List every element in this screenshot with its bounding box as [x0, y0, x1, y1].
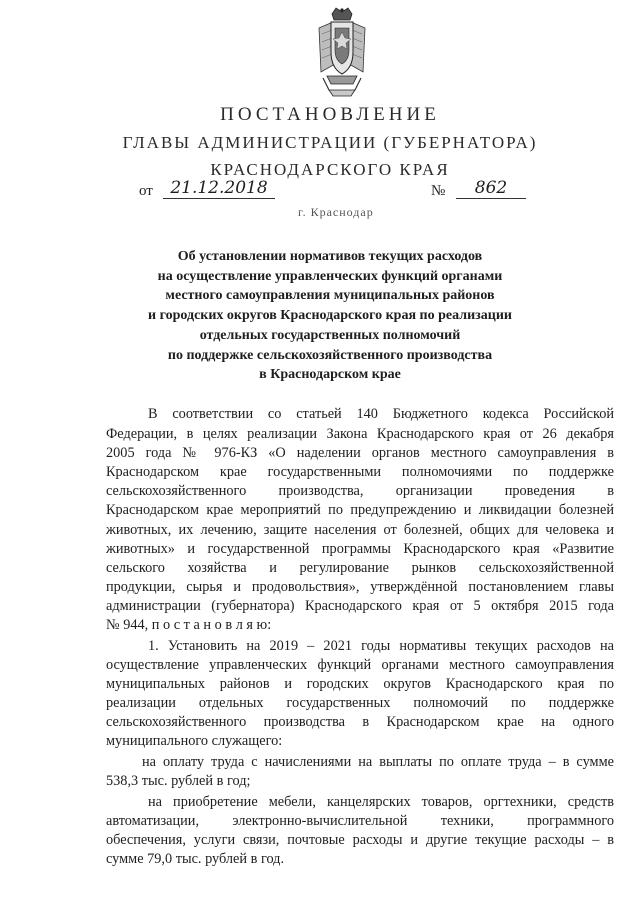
body-line: Краснодарском крае государственными полномочиями по поддержке: [106, 464, 614, 480]
title-line: отдельных государственных полномочий: [199, 327, 461, 343]
body-line: животных, их лечению, защите населения от болезней, общих для человека и: [106, 522, 614, 538]
document-date: 21.12.2018: [163, 178, 275, 199]
title-line: Об установлении нормативов текущих расходов: [177, 249, 483, 264]
body-line: муниципального служащего:: [106, 733, 283, 749]
body-line: реализации отдельных государственных полномочий по поддержке: [106, 695, 614, 711]
body-line: продукции, сырья и продовольствия», утверждённой постановлением главы: [106, 579, 614, 595]
body-line: автоматизации, электронно-вычислительной техники, программного: [106, 813, 614, 829]
body-line: на приобретение мебели, канцелярских товаров, оргтехники, средств: [148, 794, 614, 810]
number-label: №: [431, 183, 446, 199]
body-line: обеспечения, услуги связи, почтовые расходы и другие текущие расходы – в: [106, 832, 614, 848]
city-label: г. Краснодар: [298, 205, 374, 219]
body-line: сельскохозяйственного производства в Краснодарском крае на одного: [106, 714, 614, 730]
body-line: сельского хозяйства и регулирование рынков сельскохозяйственной: [106, 560, 614, 576]
title-line: по поддержке сельскохозяйственного производства: [167, 347, 493, 363]
body-line: сумме 79,0 тыс. рублей в год.: [106, 851, 285, 867]
document-type-heading: ПОСТАНОВЛЕНИЕ: [220, 104, 440, 125]
title-line: на осуществление управленческих функций органами: [157, 268, 503, 284]
title-line: местного самоуправления муниципальных районов: [165, 288, 495, 304]
body-line: 538,3 тыс. рублей в год;: [106, 773, 251, 789]
body-line: животных» и государственной программы Краснодарского края «Развитие: [106, 541, 614, 557]
issuer-heading: ГЛАВЫ АДМИНИСТРАЦИИ (ГУБЕРНАТОРА): [122, 133, 538, 152]
body-line: муниципальных районов и городских округов Краснодарского края по: [106, 676, 614, 692]
coat-of-arms-emblem: [313, 6, 371, 98]
title-line: в Краснодарском крае: [259, 367, 401, 383]
body-line: № 944, п о с т а н о в л я ю:: [106, 617, 272, 633]
body-line: 1. Установить на 2019 – 2021 годы нормативы текущих расходов на: [148, 638, 614, 654]
body-line: на оплату труда с начислениями на выплаты по оплате труда – в сумме: [142, 754, 614, 770]
title-line: и городских округов Краснодарского края по реализации: [148, 308, 512, 324]
document-title: [130, 247, 530, 385]
date-label: от: [139, 183, 153, 199]
document-number: 862: [456, 178, 526, 199]
body-line: Федерации, в целях реализации Закона Краснодарского края от 26 декабря: [106, 426, 614, 442]
body-line: сельскохозяйственного производства, организации проведения в: [106, 483, 614, 499]
body-line: администрации (губернатора) Краснодарского края от 5 октября 2015 года: [106, 598, 614, 614]
region-heading: КРАСНОДАРСКОГО КРАЯ: [210, 160, 450, 179]
body-line: В соответствии со статьей 140 Бюджетного кодекса Российской: [148, 406, 614, 422]
body-line: Краснодарском крае мероприятий по предупреждению и ликвидации болезней: [106, 502, 614, 518]
body-line: осуществление управленческих функций органами местного самоуправления: [106, 657, 614, 673]
body-line: 2005 года № 976-КЗ «О наделении органов местного самоуправления в: [106, 445, 614, 461]
